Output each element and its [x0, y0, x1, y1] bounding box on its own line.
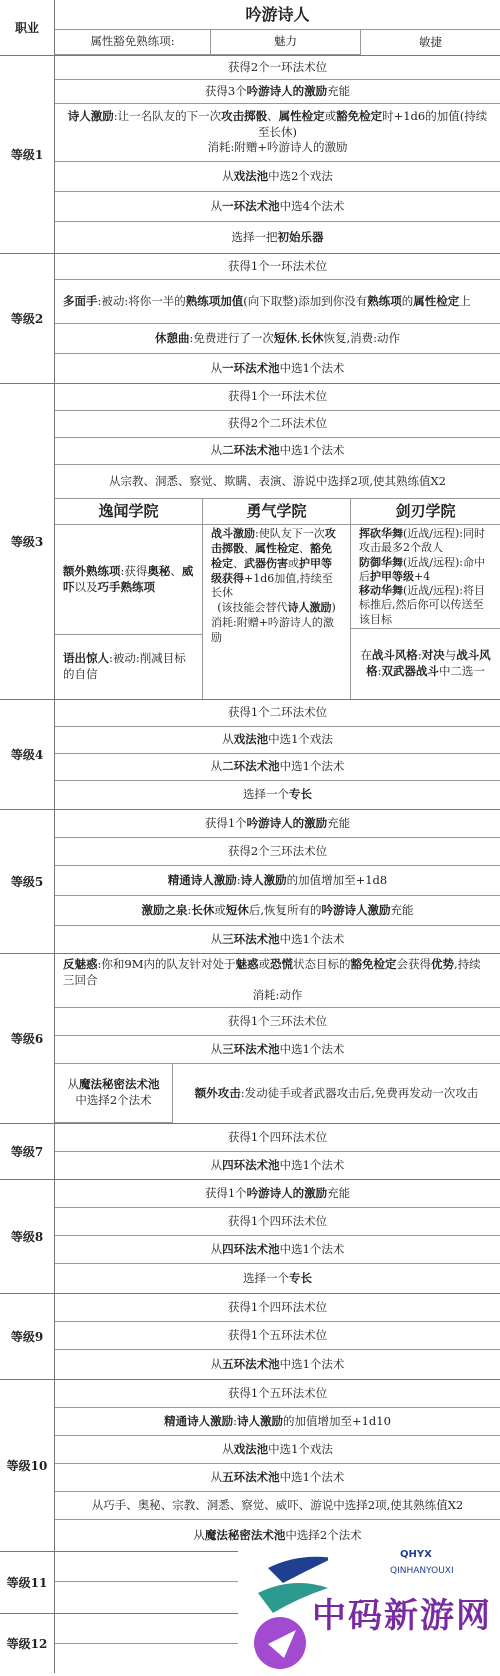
- level-3-row: [0, 384, 500, 700]
- feature: 获得2个三环法术位: [55, 838, 500, 866]
- feature-extra-attack: 额外攻击:发动徒手或者武器攻击后,免费再发动一次攻击: [194, 1085, 479, 1100]
- feature: 从 五环法术池 中选1个法术: [210, 1356, 345, 1371]
- feature: 从 五环法术池 中选1个法术: [55, 1464, 500, 1492]
- subclass-grid: [55, 499, 500, 699]
- feature-combat-inspiration: 战斗激励:使队友下一次攻击掷骰、属性检定、豁免检定、武器伤害或护甲等级获得+1d6加值,持续至长休 (该技能会替代诗人激励) 消耗:附赠+吟游诗人的激励: [211, 527, 336, 644]
- feature: 获得1个四环法术位: [55, 1208, 500, 1236]
- feature: 从 二环法术池 中选1个法术: [55, 438, 500, 465]
- subclass-valour: [203, 499, 351, 699]
- feature: 精通诗人激励 : 诗人激励 的加值增加至+1d8: [55, 866, 500, 896]
- feature: 从 四环法术池 中选1个法术: [210, 1157, 345, 1172]
- feature: 选择一个 专长: [243, 1270, 312, 1285]
- feature: 从 三环法术池 中选1个法术: [210, 931, 345, 946]
- feature: 从魔法秘密法术池中选择2个法术: [55, 1064, 173, 1123]
- feature-fighting-style: 在战斗风格:对决与战斗风格:双武器战斗中二选一: [360, 648, 491, 678]
- feature: 获得1个一环法术位: [55, 254, 500, 280]
- level-label: 等级8: [0, 1180, 55, 1293]
- feature: 额外熟练项:获得奥秘、威吓以及巧手熟练项: [55, 525, 202, 635]
- feature: 精通诗人激励 : 诗人激励 的加值增加至+1d10: [55, 1408, 500, 1436]
- level-10-row: [0, 1380, 500, 1552]
- feature: 从 一环法术池 中选1个法术: [210, 360, 345, 375]
- feature: 获得3个 吟游诗人的激励 充能: [55, 80, 500, 104]
- feature-split: [55, 1064, 500, 1123]
- feature-song-of-rest: 休憩曲:免费进行了一次短休,长休恢复,消费:动作: [55, 324, 500, 354]
- feature: 获得1个三环法术位: [55, 1008, 500, 1036]
- feature: 从 戏法池 中选1个戏法: [55, 1436, 500, 1464]
- level-4-row: [0, 700, 500, 810]
- level-label: 等级10: [0, 1380, 55, 1551]
- feature: 获得1个四环法术位: [55, 1294, 500, 1322]
- class-title: [55, 0, 500, 30]
- feature-bardic-inspiration: 诗人激励:让一名队友的下一次攻击掷骰、属性检定或豁免检定时+1d6的加值(持续至长休) 消耗:附赠+吟游诗人的激励: [55, 104, 500, 162]
- save-prof-1: 魅力: [211, 30, 361, 55]
- subclass-title: 剑刃学院: [351, 499, 500, 525]
- level-7-row: [0, 1124, 500, 1180]
- level-label: 等级7: [0, 1124, 55, 1179]
- level-label: 等级4: [0, 700, 55, 809]
- feature-flourish: 挥砍华舞(近战/远程):同时攻击最多2个敌人 防御华舞(近战/远程):命中后护甲等级+4 移动华舞(近战/远程):将目标推后,然后你可以传送至该目标: [351, 525, 500, 629]
- feature: 获得2个一环法术位: [55, 56, 500, 80]
- feature: 获得1个 吟游诗人的激励 充能: [55, 810, 500, 838]
- feature-countercharm: 反魅惑:你和9M内的队友针对处于魅惑或恐慌状态目标的豁免检定会获得优势,持续三回合 消耗:动作: [55, 954, 500, 1008]
- feature: 从 戏法池 中选2个戏法: [55, 162, 500, 192]
- subclass-title: 逸闻学院: [55, 499, 202, 525]
- level-8-row: [0, 1180, 500, 1294]
- level-label: 等级2: [0, 254, 55, 383]
- header-class-label: 职业: [0, 0, 55, 55]
- feature: 获得1个四环法术位: [55, 1124, 500, 1152]
- feature: 获得1个二环法术位: [55, 700, 500, 727]
- level-1-row: [0, 56, 500, 254]
- watermark-small-text: QINHANYOUXI: [390, 1566, 454, 1576]
- level-5-row: [0, 810, 500, 954]
- feature: 获得2个二环法术位: [55, 411, 500, 438]
- feature-expertise: 从巧手、奥秘、宗教、洞悉、察觉、威吓、游说中选择2项,使其熟练值X2: [55, 1492, 500, 1520]
- level-9-row: [0, 1294, 500, 1380]
- feature: 从 戏法池 中选1个戏法: [55, 727, 500, 754]
- feature: 选择一个 专长: [243, 787, 312, 802]
- level-label: 等级1: [0, 56, 55, 253]
- feature: 从 四环法术池 中选1个法术: [55, 1236, 500, 1264]
- level-label: 等级9: [0, 1294, 55, 1379]
- watermark-brand: 中码新游网: [312, 1596, 492, 1636]
- level-label: 等级6: [0, 954, 55, 1123]
- feature: 语出惊人:被动:削减目标的自信: [63, 651, 186, 681]
- feature-expertise: 从宗教、洞悉、察觉、欺瞒、表演、游说中选择2项,使其熟练值X2: [55, 465, 500, 499]
- feature: 获得1个五环法术位: [55, 1322, 500, 1350]
- feature: 获得1个五环法术位: [55, 1380, 500, 1408]
- feature: 从 一环法术池 中选4个法术: [55, 192, 500, 222]
- watermark-small-logo: QHYX: [400, 1549, 432, 1560]
- level-label: 等级5: [0, 810, 55, 953]
- feature: 从 魔法秘密法术池 中选择2个法术: [193, 1527, 362, 1542]
- level-6-row: [0, 954, 500, 1124]
- level-label: 等级12: [0, 1614, 55, 1673]
- save-prof-2: 敏捷: [419, 34, 442, 49]
- level-label: 等级3: [0, 384, 55, 699]
- save-prof-label: 属性豁免熟练项:: [55, 30, 211, 55]
- feature: 获得1个 吟游诗人的激励 充能: [55, 1180, 500, 1208]
- feature: 获得1个一环法术位: [55, 384, 500, 411]
- level-label: 等级11: [0, 1552, 55, 1613]
- feature: 激励之泉:长休或短休后,恢复所有的吟游诗人激励充能: [55, 896, 500, 926]
- feature: 从 二环法术池 中选1个法术: [55, 754, 500, 781]
- table-header: [0, 0, 500, 56]
- subclass-swords: [351, 499, 500, 699]
- subclass-lore: [55, 499, 203, 699]
- feature-jack-of-all-trades: 多面手:被动:将你一半的熟练项加值(向下取整)添加到你没有熟练项的属性检定上: [55, 280, 500, 324]
- level-2-row: [0, 254, 500, 384]
- class-title-text: 吟游诗人: [245, 4, 310, 24]
- feature: 选择一把 初始乐器: [231, 229, 324, 244]
- feature: 从 三环法术池 中选1个法术: [55, 1036, 500, 1064]
- subclass-title: 勇气学院: [203, 499, 350, 525]
